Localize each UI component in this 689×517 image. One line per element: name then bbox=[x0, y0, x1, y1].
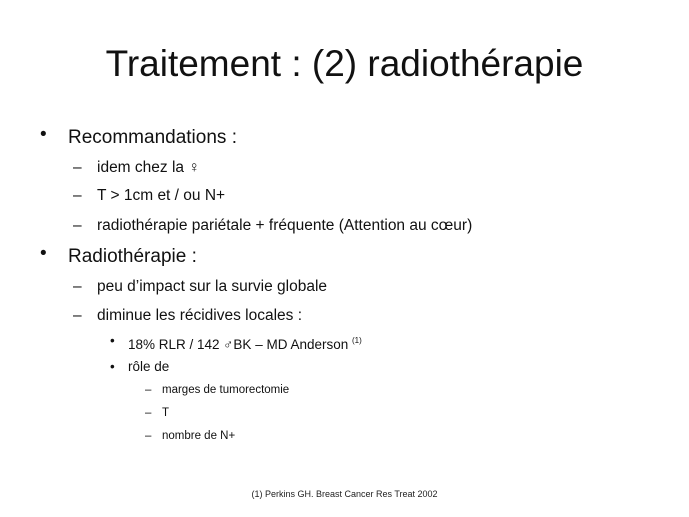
dash-marker: – bbox=[73, 278, 82, 295]
reference-superscript: (1) bbox=[352, 336, 362, 345]
item-rlr-stat bbox=[128, 332, 362, 354]
dash-marker: – bbox=[73, 307, 82, 324]
item-nombre-n: nombre de N+ bbox=[162, 430, 236, 442]
dash-marker: – bbox=[145, 407, 152, 419]
rlr-text: 18% RLR / 142 ♂BK – MD Anderson bbox=[128, 337, 352, 352]
item-peu-impact: peu d’impact sur la survie globale bbox=[97, 278, 328, 295]
item-radiotherapie-parietale: radiothérapie pariétale + fréquente (Attention au cœur) bbox=[97, 217, 473, 234]
footnote-reference: (1) Perkins GH. Breast Cancer Res Treat 2002 bbox=[251, 489, 438, 499]
dash-marker: – bbox=[73, 159, 82, 176]
dash-marker: – bbox=[145, 430, 152, 442]
bullet-marker: • bbox=[110, 359, 115, 374]
item-t: T bbox=[162, 407, 170, 419]
item-t-size: T > 1cm et / ou N+ bbox=[97, 187, 226, 204]
item-role-de: rôle de bbox=[128, 359, 170, 374]
bullet-marker: • bbox=[40, 124, 47, 145]
item-diminue-recidives: diminue les récidives locales : bbox=[97, 307, 303, 324]
bullet-marker: • bbox=[40, 243, 47, 264]
heading-recommandations: Recommandations : bbox=[68, 127, 237, 148]
dash-marker: – bbox=[145, 384, 152, 396]
slide-title: Traitement : (2) radiothérapie bbox=[105, 43, 584, 84]
bullet-marker: • bbox=[110, 333, 115, 348]
dash-marker: – bbox=[73, 187, 82, 204]
item-marges: marges de tumorectomie bbox=[162, 384, 290, 396]
dash-marker: – bbox=[73, 217, 82, 234]
item-idem: idem chez la ♀ bbox=[97, 159, 200, 176]
heading-radiotherapie: Radiothérapie : bbox=[68, 246, 197, 267]
